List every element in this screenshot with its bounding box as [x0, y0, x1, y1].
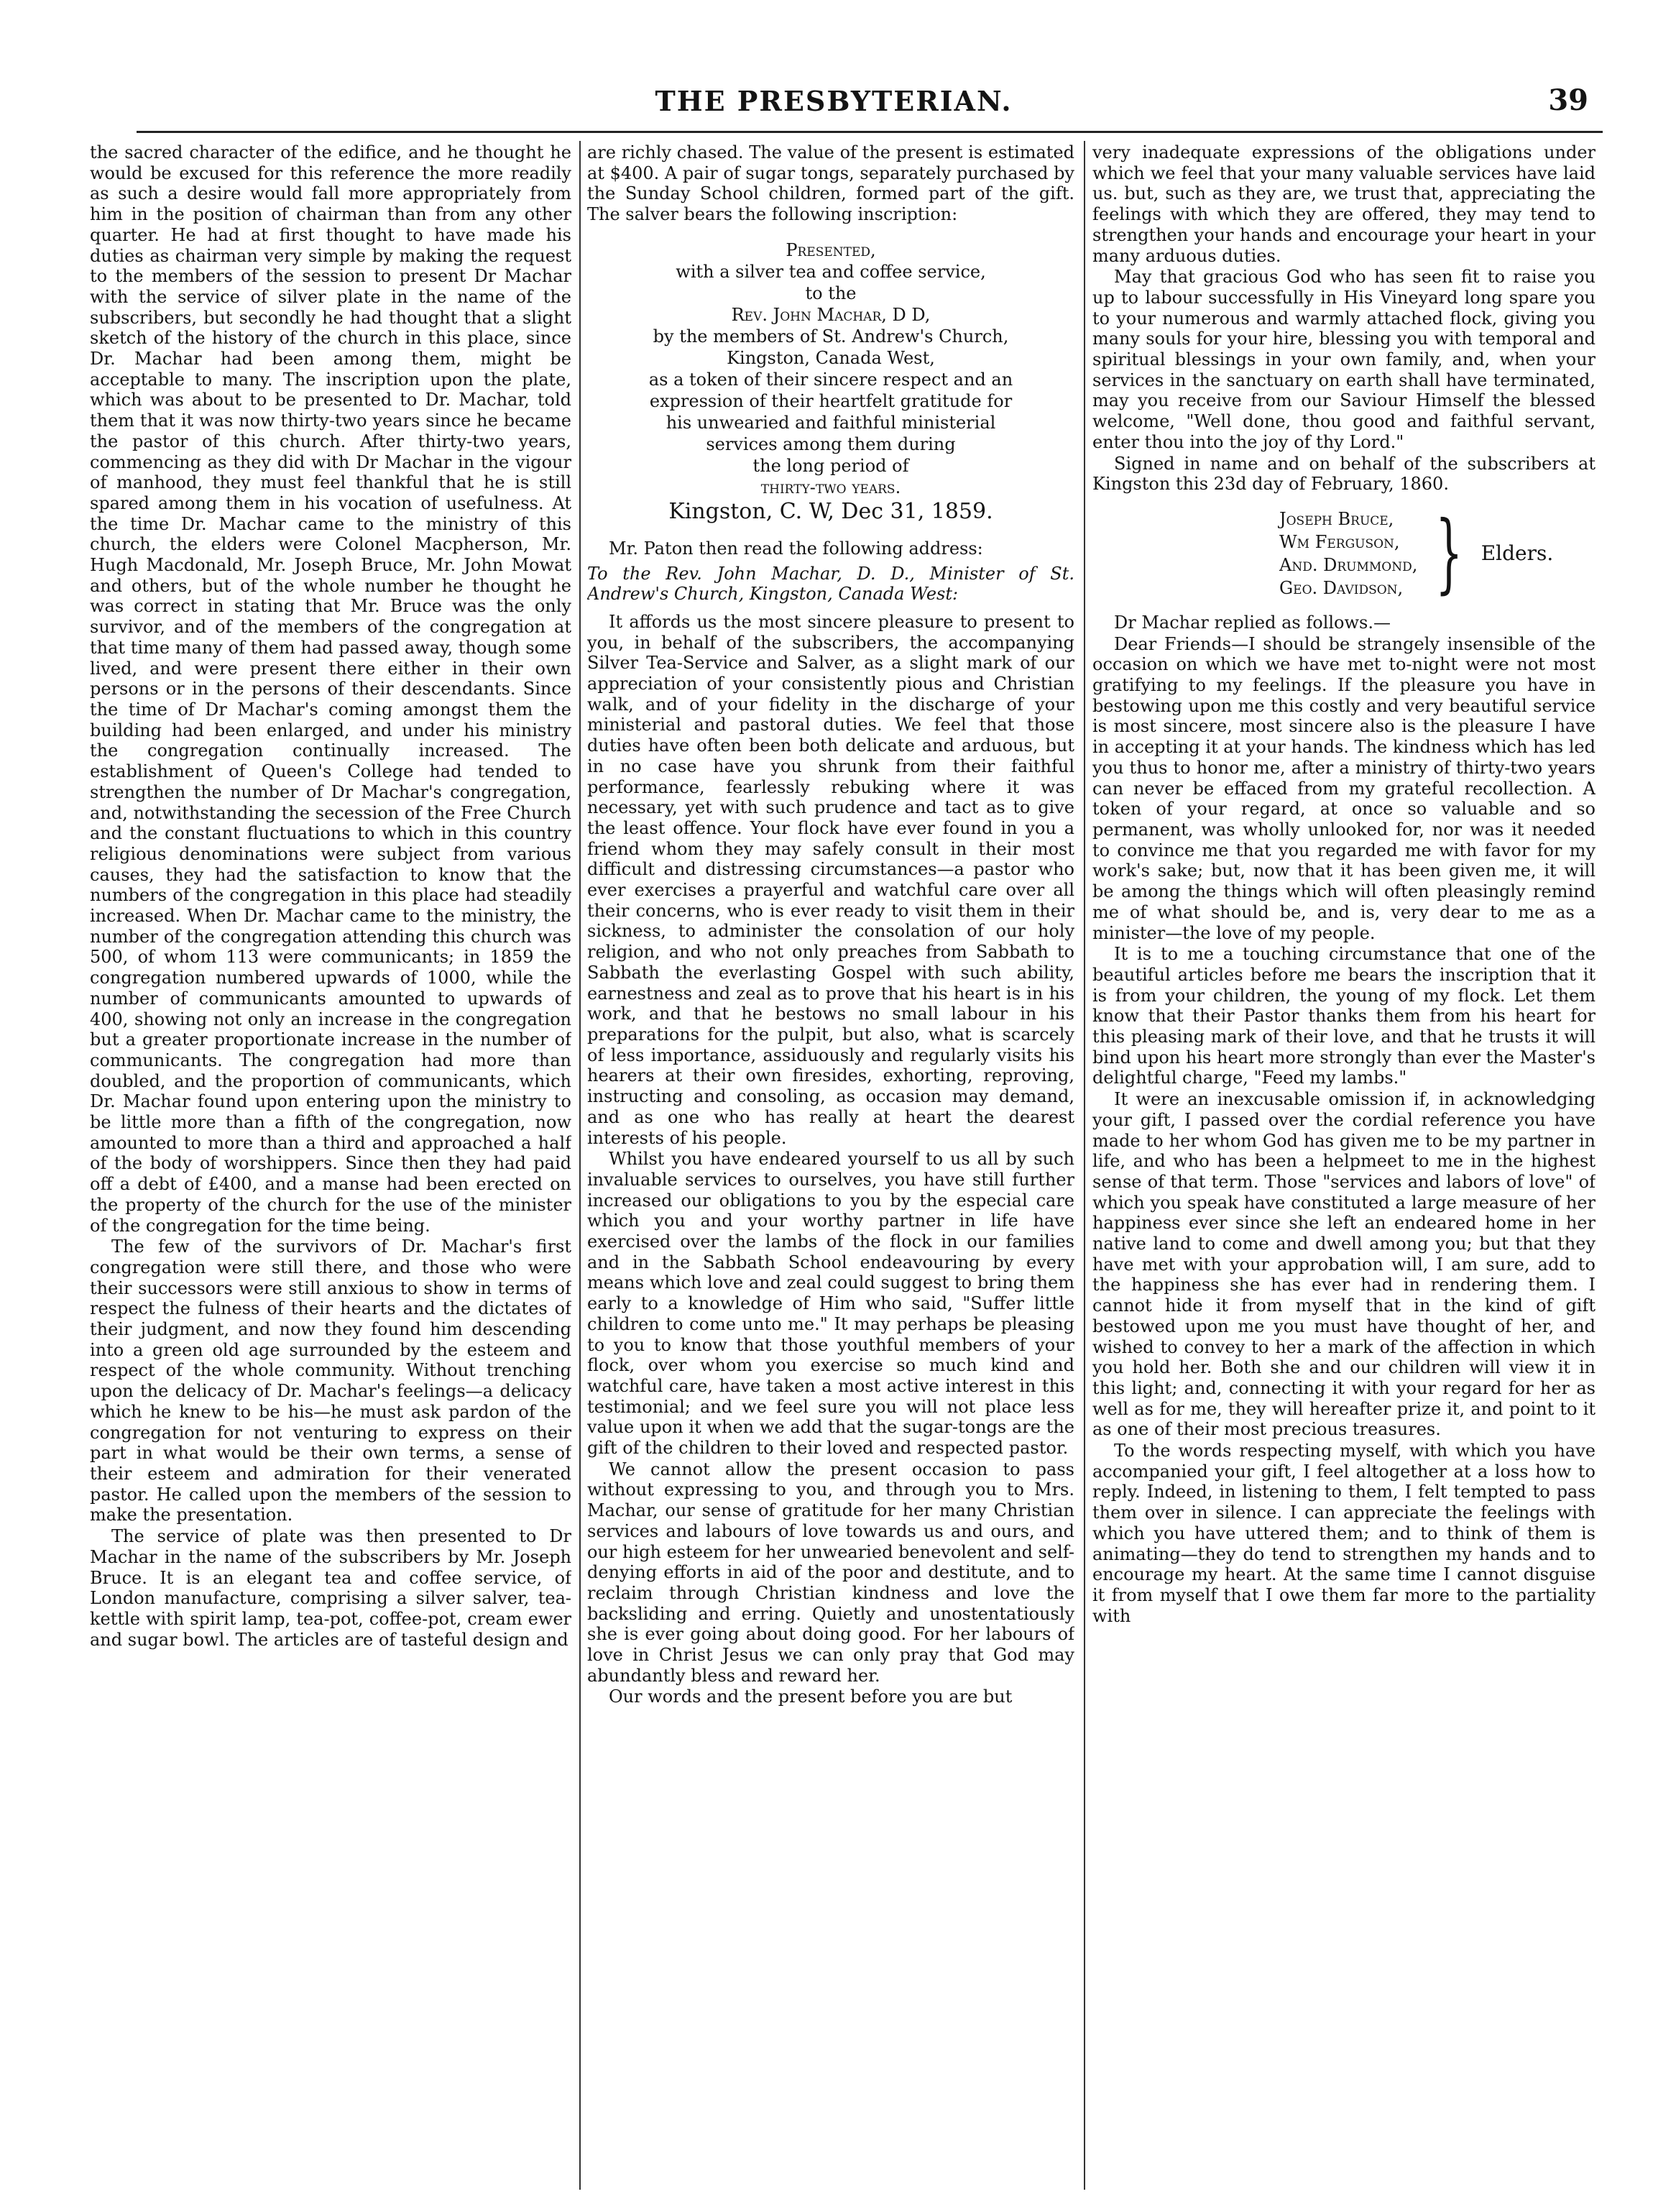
paragraph: the sacred character of the edifice, and he thought he would be excused for this reference the more readily as such a desire would fall more appropriately from him in the position of chairman than from any other quarter. He had at first thought to have made his duties as chairman very simple by making the request to the members of the session to present Dr Machar with the service of silver plate in the name of the subscribers, but secondly he had thought that a slight sketch of the history of the church in this place, since Dr. Machar had been among them, might be acceptable to many. The inscription upon the plate, which was about to be presented to Dr. Machar, told them that it was now thirty-two years since he became the pastor of this church. After thirty-two years, commencing as they did with Dr Machar in the vigour of manhood, they must feel thankful that he is still spared among them in his vocation of usefulness. At the time Dr. Machar came to the ministry of this church, the elders were Colonel Macpherson, Mr. Hugh Macdonald, Mr. Joseph Bruce, Mr. John Mowat and others, but of the whole number he thought he was correct in stating that Mr. Bruce was the only survivor, and of the members of the congregation at that time many of them had passed away, though some lived, and were present there either in their own persons or in the persons of their descendants. Since the time of Dr Machar's coming amongst them the building had been enlarged, and under his ministry the congregation continually increased. The establishment of Queen's College had tended to strengthen the number of Dr Machar's congregation, and, notwithstanding the secession of the Free Church and the constant fluctuations to which in this country religious denominations were subject from various causes, they had the satisfaction to know that the numbers of the congregation in this place had steadily increased. When Dr. Machar came to the ministry, the number of the congregation attending this church was 500, of whom 113 were communicants; in 1859 the congregation numbered upwards of 1000, while the number of communicants amounted to upwards of 400, showing not only an increase in the congregation but a greater proportionate increase in the number of communicants. The congregation had more than doubled, and the proportion of communicants, which Dr. Machar found upon entering upon the ministry to be little more than a fifth of the congregation, now amounted to more than a third and approached a half of the body of worshippers. Since then they had paid off a debt of £400, and a manse had been erected on the property of the church for the use of the minister of the congregation for the time being. — [90, 142, 571, 1236]
inscription-line: thirty-two years. — [760, 477, 901, 497]
signer-role: Elders. — [1481, 541, 1554, 565]
paragraph: Our words and the present before you are but — [609, 1686, 1013, 1707]
running-title: THE PRESBYTERIAN. — [655, 85, 1013, 117]
inscription-line: his unwearied and faithful ministerial — [666, 412, 996, 433]
brace-glyph: } — [1435, 502, 1463, 603]
inscription-line: Rev. John Machar, D D, — [731, 304, 931, 325]
paragraph: Whilst you have endeared yourself to us all by such invaluable services to ourselves, you have still further increased our obligations to you by the especial care which you and your worthy partner in life have exercised over the lambs of the flock in our families and in the Sabbath School endeavouring by every means which love and zeal could suggest to bring them early to a knowledge of Him who said, "Suffer little children to come unto me." It may perhaps be pleasing to you to know that those youthful members of your flock, over whom you exercise so much kind and watchful care, have taken a most active interest in this testimonial; and we feel sure you will not place less value upon it when we add that the sugar-tongs are the gift of the children to their loved and respected pastor. — [587, 1149, 1074, 1459]
paragraph: Signed in name and on behalf of the subscribers at Kingston this 23d day of February, 1860. — [1092, 453, 1596, 495]
paragraph: The service of plate was then presented to Dr Machar in the name of the subscribers by Mr. Joseph Bruce. It is an elegant tea and coffee service, of London manufacture, comprising a silver salver, tea-kettle with spirit lamp, tea-pot, coffee-pot, cream ewer and sugar bowl. The articles are of tasteful design and — [90, 1526, 571, 1650]
column-divider — [1084, 141, 1085, 2190]
paragraph: Mr. Paton then read the following address: — [609, 538, 983, 559]
inscription-line: to the — [805, 283, 857, 303]
paragraph: We cannot allow the present occasion to pass without expressing to you, and through you to Mrs. Machar, our sense of gratitude for her many Christian services and labours of love towards us and ours, and our high esteem for her unwearied benevolent and self-denying efforts in aid of the poor and destitute, and to reclaim through Christian kindness and love the backsliding and erring. Quietly and unostentatiously she is ever going about doing good. For her labours of love in Christ Jesus we can only pray that God may abundantly bless and reward her. — [587, 1459, 1074, 1686]
inscription-line: as a token of their sincere respect and an — [648, 369, 1013, 390]
inscription-line: by the members of St. Andrew's Church, — [653, 326, 1009, 347]
paragraph: Dr Machar replied as follows.— — [1114, 612, 1391, 633]
paragraph: It is to me a touching circumstance that one of the beautiful articles before me bears the inscription that it is from your children, the young of my flock. Let them know that their Pastor thanks them from his heart for this pleasing mark of their love, and that he trusts it will bind upon his heart more strongly than ever the Master's delightful charge, "Feed my lambs." — [1092, 944, 1596, 1088]
column-3 — [1092, 142, 1596, 2198]
paragraph: May that gracious God who has seen fit to raise you up to labour successfully in His Vineyard long spare you to your numerous and warmly attached flock, giving you many souls for your hire, blessing you with temporal and spiritual blessings in your own family, and, when your services in the sanctuary on earth shall have terminated, may you receive from our Saviour Himself the blessed welcome, "Well done, thou good and faithful servant, enter thou into the joy of thy Lord." — [1092, 267, 1596, 452]
inscription-line: the long period of — [752, 455, 909, 476]
salver-inscription — [587, 239, 1074, 523]
header-rule — [137, 131, 1603, 133]
signer-name: Joseph Bruce, — [1279, 508, 1394, 529]
paragraph: It affords us the most sincere pleasure to present to you, in behalf of the subscribers, the accompanying Silver Tea-Service and Salver, as a slight mark of our appreciation of your consistently pious and Christian walk, and of your fidelity in the discharge of your ministerial and pastoral duties. We feel that those duties have often been both delicate and arduous, but in no case have you shrunk from their faithful performance, fearlessly rebuking where it was necessary, yet with such prudence and tact as to give the least offence. Your flock have ever found in you a friend whom they may safely consult in their most difficult and distressing circumstances—a pastor who ever exercises a prayerful and watchful care over all their concerns, who is ever ready to visit them in their sickness, to administer the consolation of our holy religion, and who not only preaches from Sabbath to Sabbath the everlasting Gospel with such ability, earnestness and zeal as to prove that his heart is in his work, and that he bestows no small labour in his preparations for the pulpit, but also, what is scarcely of less importance, assiduously and regularly visits his hearers at their own firesides, exhorting, reproving, instructing and consoling, as occasion may demand, and as one who has really at heart the dearest interests of his people. — [587, 611, 1074, 1148]
signer-name: Geo. Davidson, — [1279, 577, 1404, 598]
inscription-line: Kingston, Canada West, — [727, 347, 935, 368]
paragraph: very inadequate expressions of the obligations under which we feel that your many valuable services have laid us. but, such as they are, we trust that, appreciating the feelings with which they are offered, they may tend to strengthen your hands and encourage your heart in your many arduous duties. — [1092, 142, 1596, 266]
inscription-line: with a silver tea and coffee service, — [676, 261, 986, 282]
paragraph: Dear Friends—I should be strangely insensible of the occasion on which we have met to-night were not most gratifying to my feelings. If the pleasure you have in bestowing upon me this costly and very beautiful service is most sincere, most sincere also is the pleasure I have in accepting it at your hands. The kindness which has led you thus to honor me, after a ministry of thirty-two years can never be effaced from my grateful recollection. A token of your regard, at once so valuable and so permanent, was wholly unlooked for, nor was it needed to convince me that you regarded me with favor for my work's sake; but, now that it has been given me, it will be among the things which will often pleasingly remind me of what should be, and is, very dear to me as a minister—the love of my people. — [1092, 633, 1596, 943]
paragraph: The few of the survivors of Dr. Machar's first congregation were still there, and those who were their successors were still anxious to show in terms of respect the fulness of their hearts and the dictates of their judgment, and now they found him descending into a green old age surrounded by the esteem and respect of the whole community. Without trenching upon the delicacy of Dr. Machar's feelings—a delicacy which he knew to be his—he must ask pardon of the congregation for not venturing to express on their part in what would be their own terms, a sense of their esteem and admiration for their venerated pastor. He called upon the members of the session to make the presentation. — [90, 1236, 571, 1525]
inscription-line: services among them during — [706, 433, 956, 454]
address-salutation: To the Rev. John Machar, D. D., Minister of St. Andrew's Church, Kingston, Canada West: — [587, 563, 1074, 605]
signer-name: Wm Ferguson, — [1279, 531, 1400, 552]
inscription-line: expression of their heartfelt gratitude for — [649, 390, 1013, 411]
inscription-line: Kingston, C. W, Dec 31, 1859. — [668, 498, 993, 524]
running-head — [79, 82, 1588, 125]
paragraph: It were an inexcusable omission if, in acknowledging your gift, I passed over the cordial reference you have made to her whom God has given me to be my partner in life, and who has been a helpmeet to me in the highest sense of that term. Those "services and labors of love" of which you speak have constituted a large measure of her happiness ever since she left an endeared home in her native land to come and dwell among you; but that they have met with your approbation will, I am sure, add to the happiness she has ever had in rendering them. I cannot hide it from myself that in the kind of gift bestowed upon me you must have thought of her, and wished to convey to her a mark of the affection in which you hold her. Both she and our children will view it in this light; and, connecting it with your regard for her as well as for me, they will hereafter prize it, and point to it as one of their most precious treasures. — [1092, 1089, 1596, 1440]
column-divider — [579, 141, 581, 2190]
paragraph: To the words respecting myself, with which you have accompanied your gift, I feel altogether at a loss how to reply. Indeed, in listening to them, I felt tempted to pass them over in silence. I can appreciate the feelings with which you have uttered them; and to think of them is animating—they do tend to strengthen my hands and to encourage my heart. At the same time I cannot disguise it from myself that I owe them far more to the partiality with — [1092, 1441, 1596, 1626]
column-2 — [587, 142, 1074, 2198]
paragraph: are richly chased. The value of the present is estimated at $400. A pair of sugar tongs, separately purchased by the Sunday School children, formed part of the gift. The salver bears the following inscription: — [587, 142, 1074, 225]
signer-names — [1279, 508, 1417, 600]
inscription-line: Presented, — [786, 239, 876, 260]
page-number: 39 — [1548, 83, 1588, 117]
signatories — [1279, 502, 1596, 603]
column-1 — [90, 142, 571, 2198]
signer-name: And. Drummond, — [1279, 554, 1418, 575]
